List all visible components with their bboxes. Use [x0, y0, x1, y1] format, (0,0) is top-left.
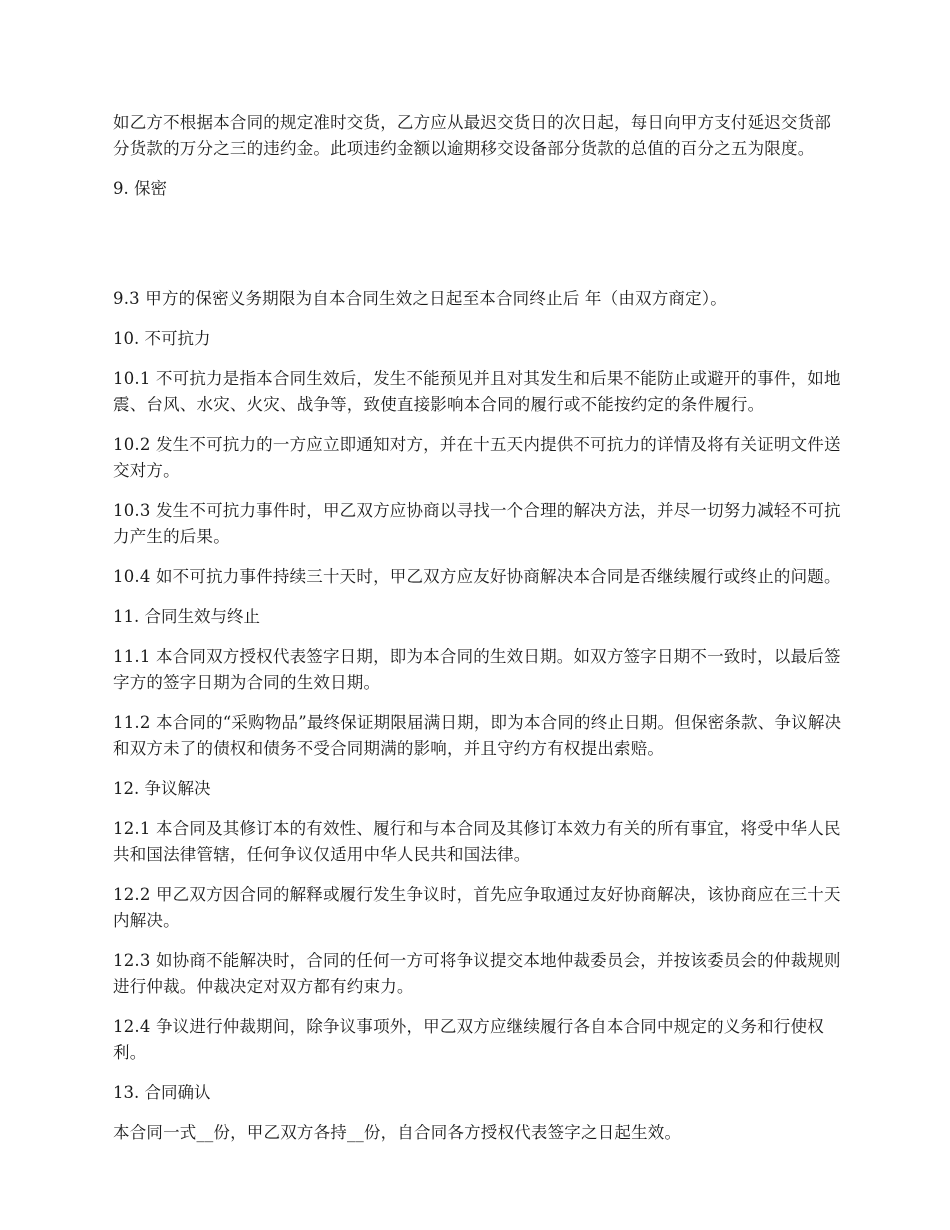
- section-13-heading: 13. 合同确认: [113, 1083, 211, 1102]
- clause-9-3: 9.3 甲方的保密义务期限为自本合同生效之日起至本合同终止后 年（由双方商定）。: [113, 289, 727, 308]
- blank-space: [113, 216, 843, 286]
- clause-12-3: 12.3 如协商不能解决时，合同的任何一方可将争议提交本地仲裁委员会，并按该委员会的仲裁规则进行仲裁。仲裁决定对双方都有约束力。: [113, 951, 841, 996]
- document-page: [113, 110, 843, 1160]
- clause-11-1: 11.1 本合同双方授权代表签字日期，即为本合同的生效日期。如双方签字日期不一致时，以最后签字方的签字日期为合同的生效日期。: [113, 647, 841, 692]
- section-9-heading: 9. 保密: [113, 179, 167, 198]
- section-12-heading: 12. 争议解决: [113, 779, 211, 798]
- section-11-heading: 11. 合同生效与终止: [113, 607, 260, 626]
- clause-12-1: 12.1 本合同及其修订本的有效性、履行和与本合同及其修订本效力有关的所有事宜，将受中华人民共和国法律管辖，任何争议仅适用中华人民共和国法律。: [113, 819, 841, 864]
- clause-10-2: 10.2 发生不可抗力的一方应立即通知对方，并在十五天内提供不可抗力的详情及将有关证明文件送交对方。: [113, 435, 841, 480]
- clause-12-2: 12.2 甲乙双方因合同的解释或履行发生争议时，首先应争取通过友好协商解决，该协商应在三十天内解决。: [113, 885, 841, 930]
- clause-10-1: 10.1 不可抗力是指本合同生效后，发生不能预见并且对其发生和后果不能防止或避开的事件，如地震、台风、水灾、火灾、战争等，致使直接影响本合同的履行或不能按约定的条件履行。: [113, 369, 841, 414]
- clause-10-3: 10.3 发生不可抗力事件时，甲乙双方应协商以寻找一个合理的解决方法，并尽一切努力减轻不可抗力产生的后果。: [113, 501, 841, 546]
- section-10-heading: 10. 不可抗力: [113, 329, 211, 348]
- penalty-paragraph: 如乙方不根据本合同的规定准时交货，乙方应从最迟交货日的次日起，每日向甲方支付延迟交货部分货款的万分之三的违约金。此项违约金额以逾期移交设备部分货款的总值的百分之五为限度。: [113, 113, 832, 158]
- clause-11-2: 11.2 本合同的“采购物品”最终保证期限届满日期，即为本合同的终止日期。但保密条款、争议解决和双方未了的债权和债务不受合同期满的影响，并且守约方有权提出索赔。: [113, 713, 842, 758]
- clause-13: 本合同一式__份，甲乙双方各持__份，自合同各方授权代表签字之日起生效。: [113, 1123, 682, 1142]
- clause-10-4: 10.4 如不可抗力事件持续三十天时，甲乙双方应友好协商解决本合同是否继续履行或终止的问题。: [113, 567, 841, 586]
- clause-12-4: 12.4 争议进行仲裁期间，除争议事项外，甲乙双方应继续履行各自本合同中规定的义务和行使权利。: [113, 1017, 824, 1062]
